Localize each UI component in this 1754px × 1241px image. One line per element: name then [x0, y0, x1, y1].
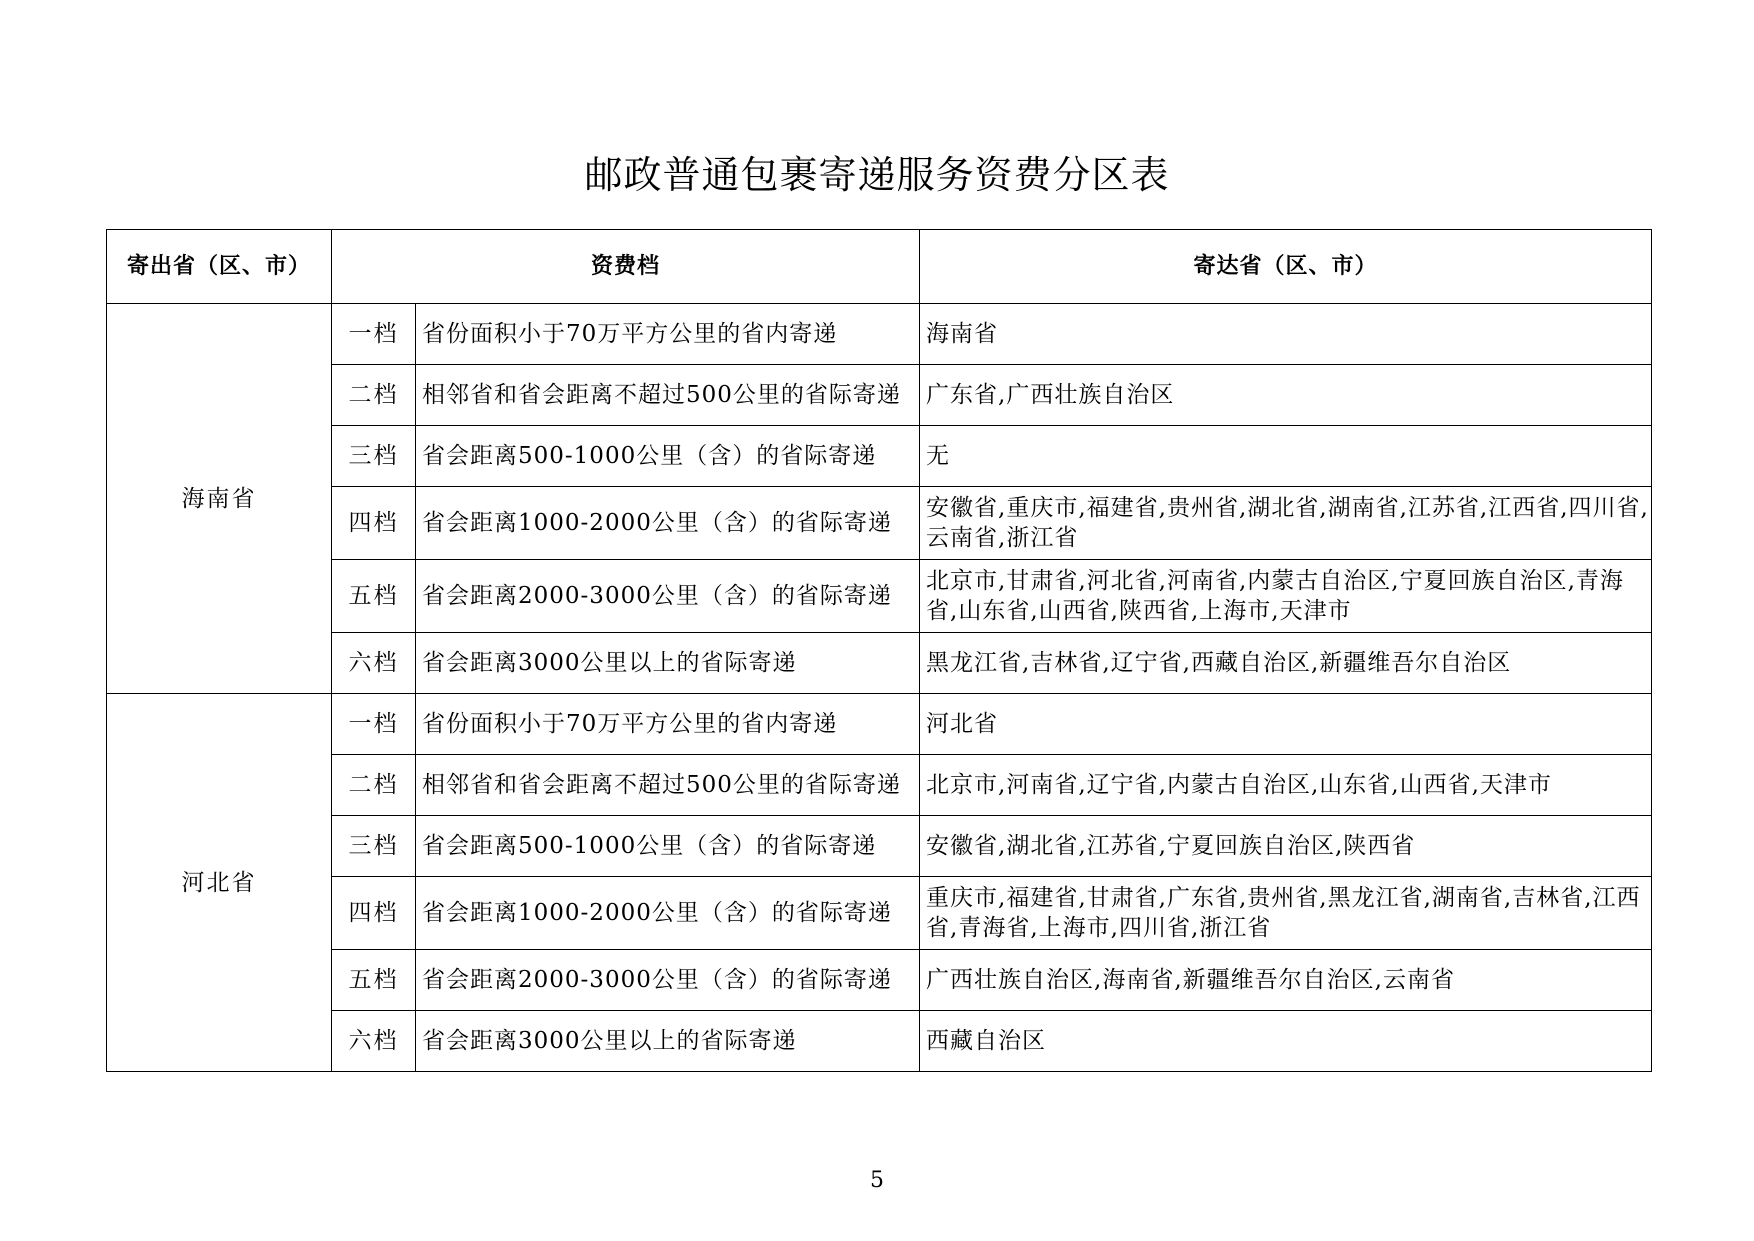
- table-row: [107, 877, 1652, 950]
- destination-cell: 西藏自治区: [920, 1011, 1652, 1072]
- rule-cell: 相邻省和省会距离不超过500公里的省际寄递: [416, 365, 920, 426]
- origin-province: 海南省: [107, 304, 332, 694]
- destination-cell: 广东省,广西壮族自治区: [920, 365, 1652, 426]
- rule-cell: 省会距离3000公里以上的省际寄递: [416, 633, 920, 694]
- rule-cell: 省会距离2000-3000公里（含）的省际寄递: [416, 950, 920, 1011]
- tier-cell: 三档: [332, 816, 416, 877]
- rule-cell: 省份面积小于70万平方公里的省内寄递: [416, 694, 920, 755]
- destination-cell: 无: [920, 426, 1652, 487]
- destination-cell: 北京市,河南省,辽宁省,内蒙古自治区,山东省,山西省,天津市: [920, 755, 1652, 816]
- table-row: [107, 755, 1652, 816]
- table-row: [107, 694, 1652, 755]
- page-number: 5: [870, 1168, 884, 1193]
- tier-cell: 六档: [332, 1011, 416, 1072]
- table-header-row: [107, 230, 1652, 304]
- rule-cell: 省会距离500-1000公里（含）的省际寄递: [416, 426, 920, 487]
- table-row: [107, 633, 1652, 694]
- rule-cell: 省会距离1000-2000公里（含）的省际寄递: [416, 487, 920, 560]
- tier-cell: 四档: [332, 877, 416, 950]
- table-row: [107, 426, 1652, 487]
- destination-cell: 安徽省,重庆市,福建省,贵州省,湖北省,湖南省,江苏省,江西省,四川省,云南省,浙江省: [920, 487, 1652, 560]
- tier-cell: 二档: [332, 365, 416, 426]
- table-row: [107, 1011, 1652, 1072]
- tier-cell: 一档: [332, 304, 416, 365]
- rule-cell: 省会距离1000-2000公里（含）的省际寄递: [416, 877, 920, 950]
- rule-cell: 相邻省和省会距离不超过500公里的省际寄递: [416, 755, 920, 816]
- table-row: [107, 365, 1652, 426]
- table-row: [107, 304, 1652, 365]
- tier-cell: 一档: [332, 694, 416, 755]
- table-row: [107, 816, 1652, 877]
- table-row: [107, 560, 1652, 633]
- page-title: 邮政普通包裹寄递服务资费分区表: [584, 153, 1170, 197]
- tier-cell: 五档: [332, 560, 416, 633]
- rule-cell: 省会距离3000公里以上的省际寄递: [416, 1011, 920, 1072]
- rule-cell: 省份面积小于70万平方公里的省内寄递: [416, 304, 920, 365]
- tier-cell: 四档: [332, 487, 416, 560]
- destination-cell: 广西壮族自治区,海南省,新疆维吾尔自治区,云南省: [920, 950, 1652, 1011]
- destination-cell: 安徽省,湖北省,江苏省,宁夏回族自治区,陕西省: [920, 816, 1652, 877]
- tier-cell: 三档: [332, 426, 416, 487]
- table-row: [107, 487, 1652, 560]
- table-row: [107, 950, 1652, 1011]
- rule-cell: 省会距离2000-3000公里（含）的省际寄递: [416, 560, 920, 633]
- header-origin: 寄出省（区、市）: [107, 230, 332, 304]
- destination-cell: 重庆市,福建省,甘肃省,广东省,贵州省,黑龙江省,湖南省,吉林省,江西省,青海省,上海市,四川省,浙江省: [920, 877, 1652, 950]
- origin-province: 河北省: [107, 694, 332, 1072]
- destination-cell: 河北省: [920, 694, 1652, 755]
- tier-cell: 五档: [332, 950, 416, 1011]
- rule-cell: 省会距离500-1000公里（含）的省际寄递: [416, 816, 920, 877]
- destination-cell: 北京市,甘肃省,河北省,河南省,内蒙古自治区,宁夏回族自治区,青海省,山东省,山西省,陕西省,上海市,天津市: [920, 560, 1652, 633]
- header-destination: 寄达省（区、市）: [920, 230, 1652, 304]
- tier-cell: 二档: [332, 755, 416, 816]
- destination-cell: 海南省: [920, 304, 1652, 365]
- tier-cell: 六档: [332, 633, 416, 694]
- tariff-zone-table: [106, 229, 1652, 1072]
- header-tier: 资费档: [332, 230, 920, 304]
- destination-cell: 黑龙江省,吉林省,辽宁省,西藏自治区,新疆维吾尔自治区: [920, 633, 1652, 694]
